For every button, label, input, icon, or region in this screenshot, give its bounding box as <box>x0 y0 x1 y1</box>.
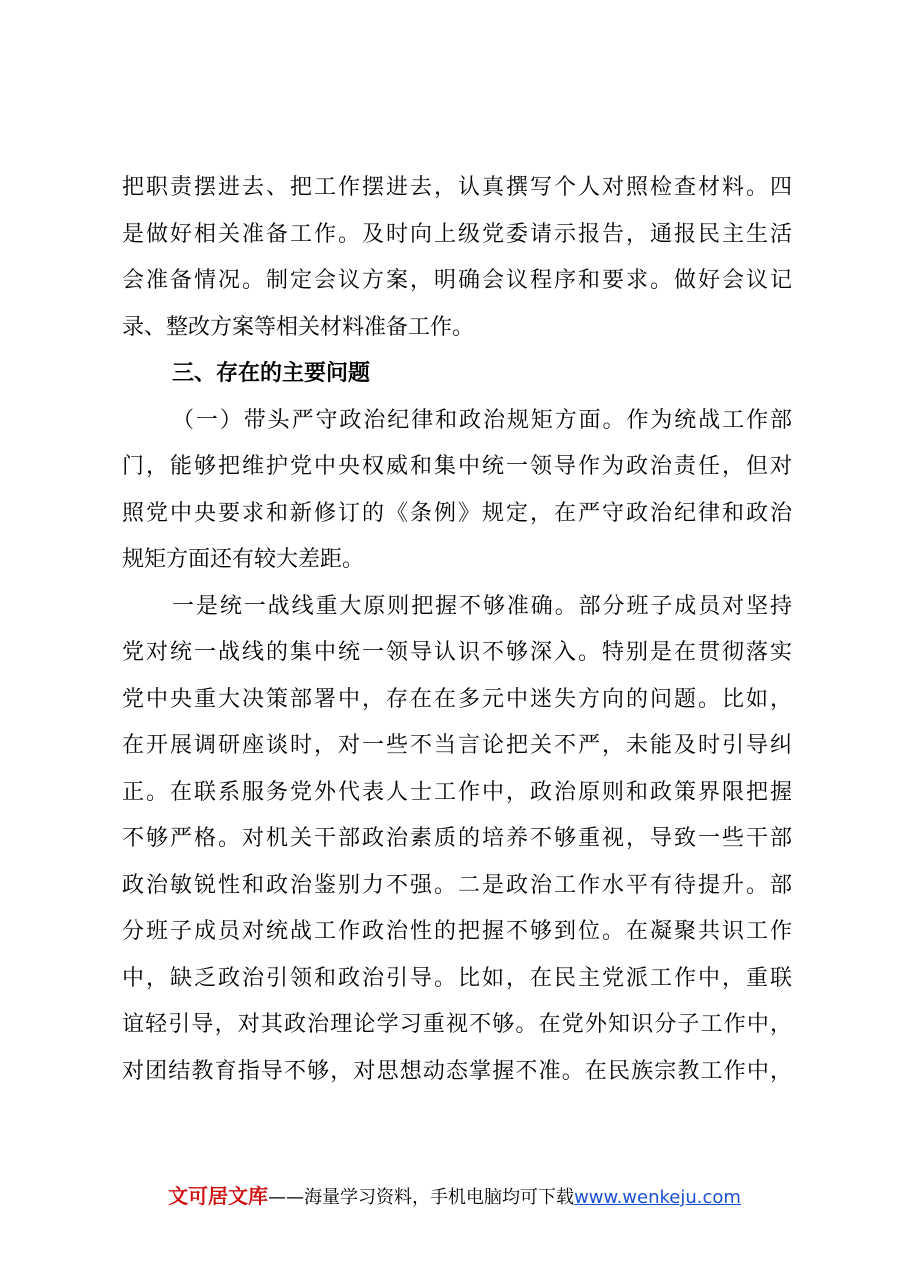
paragraph-line: 党对统一战线的集中统一领导认识不够深入。特别是在贯彻落实 <box>122 640 792 665</box>
footer-brand: 文可居文库 <box>168 1184 269 1208</box>
subsection-heading-line: （一）带头严守政治纪律和政治规矩方面。作为统战工作部 <box>172 407 792 433</box>
paragraph-line: 不够严格。对机关干部政治素质的培养不够重视，导致一些干部 <box>122 826 792 851</box>
footer-tagline: ——海量学习资料，手机电脑均可下载 <box>268 1187 575 1208</box>
paragraph-line: 录、整改方案等相关材料准备工作。 <box>122 314 475 340</box>
paragraph-line: 照党中央要求和新修订的《条例》规定，在严守政治纪律和政治 <box>122 500 792 526</box>
paragraph-line: 对团结教育指导不够，对思想动态掌握不准。在民族宗教工作中， <box>122 1058 792 1084</box>
paragraph-line: 在开展调研座谈时，对一些不当言论把关不严，未能及时引导纠 <box>122 733 792 758</box>
document-body <box>122 165 792 1095</box>
paragraph-line: 中，缺乏政治引领和政治引导。比如，在民主党派工作中，重联 <box>122 965 792 991</box>
page-footer <box>0 1180 909 1209</box>
section-heading: 三、存在的主要问题 <box>172 361 371 386</box>
paragraph-line: 是做好相关准备工作。及时向上级党委请示报告，通报民主生活 <box>122 221 792 247</box>
paragraph-line: 门，能够把维护党中央权威和集中统一领导作为政治责任，但对 <box>122 454 792 479</box>
paragraph-line: 政治敏锐性和政治鉴别力不强。二是政治工作水平有待提升。部 <box>122 872 792 898</box>
paragraph-line: 党中央重大决策部署中，存在在多元中迷失方向的问题。比如， <box>122 686 792 712</box>
paragraph-line: 规矩方面还有较大差距。 <box>122 547 365 572</box>
paragraph-line: 分班子成员对统战工作政治性的把握不够到位。在凝聚共识工作 <box>122 919 792 944</box>
footer-link[interactable]: www.wenkeju.com <box>574 1187 741 1208</box>
paragraph-line: 会准备情况。制定会议方案，明确会议程序和要求。做好会议记 <box>122 268 792 293</box>
paragraph-line: 把职责摆进去、把工作摆进去，认真撰写个人对照检查材料。四 <box>122 175 792 200</box>
paragraph-line: 谊轻引导，对其政治理论学习重视不够。在党外知识分子工作中， <box>122 1012 792 1037</box>
paragraph-line: 正。在联系服务党外代表人士工作中，政治原则和政策界限把握 <box>122 779 792 805</box>
paragraph-line: 一是统一战线重大原则把握不够准确。部分班子成员对坚持 <box>172 593 792 619</box>
